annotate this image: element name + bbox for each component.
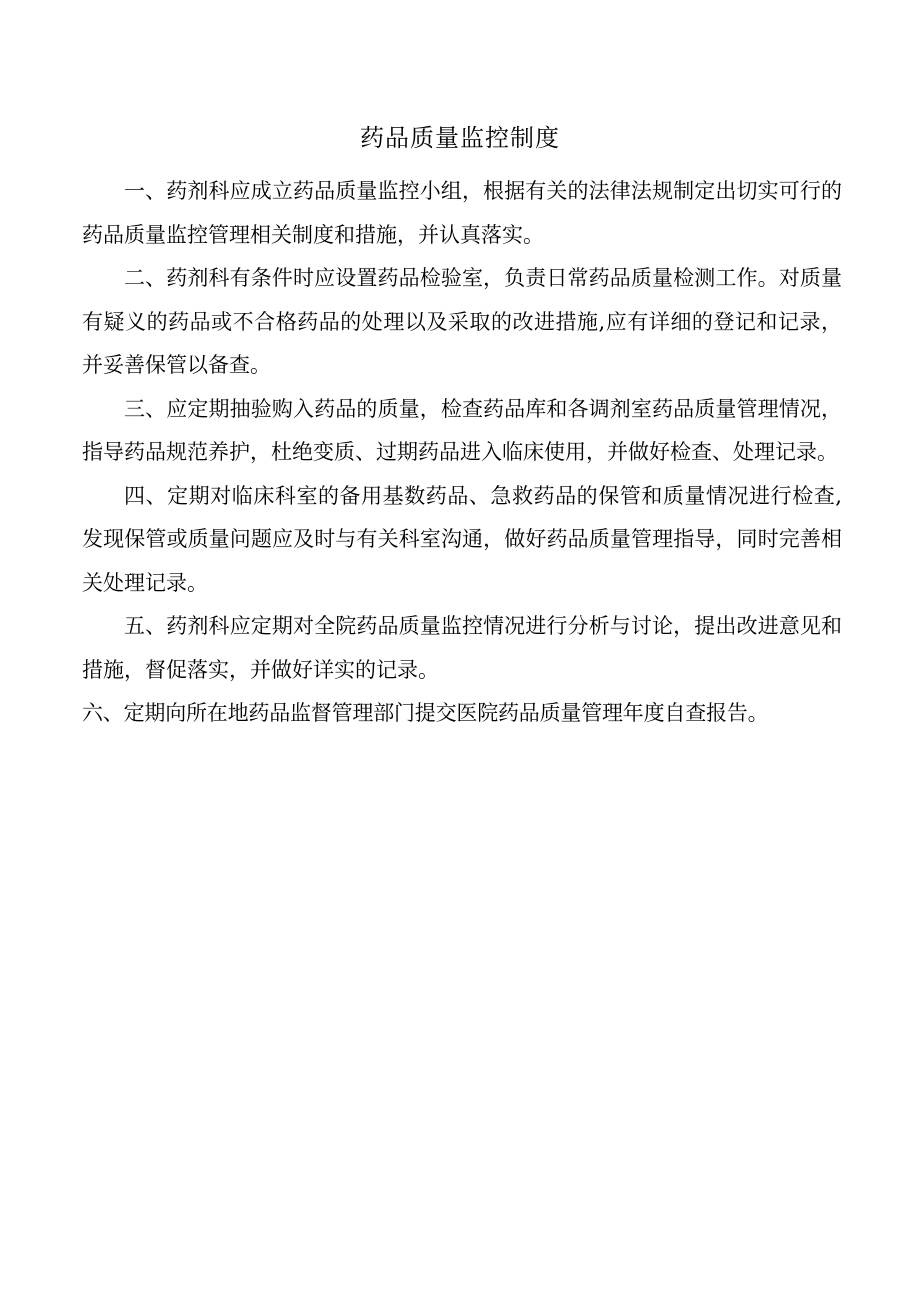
document-title: 药品质量监控制度 — [360, 124, 560, 152]
paragraph-4: 四、定期对临床科室的备用基数药品、急救药品的保管和质量情况进行检查,发现保管或质量问题应及时与有关科室沟通，做好药品质量管理指导，同时完善相关处理记录。 — [82, 483, 842, 595]
paragraph-1: 一、药剂科应成立药品质量监控小组，根据有关的法律法规制定出切实可行的药品质量监控管理相关制度和措施，并认真落实。 — [82, 179, 842, 247]
paragraph-5: 五、药剂科应定期对全院药品质量监控情况进行分析与讨论，提出改进意见和措施，督促落实，并做好详实的记录。 — [82, 614, 842, 682]
paragraph-6: 六、定期向所在地药品监督管理部门提交医院药品质量管理年度自查报告。 — [82, 701, 769, 725]
document-body — [82, 170, 842, 736]
paragraph-3: 三、应定期抽验购入药品的质量，检查药品库和各调剂室药品质量管理情况，指导药品规范养护，杜绝变质、过期药品进入临床使用，并做好检查、处理记录。 — [82, 396, 842, 464]
paragraph-2: 二、药剂科有条件时应设置药品检验室，负责日常药品质量检测工作。对质量有疑义的药品或不合格药品的处理以及采取的改进措施,应有详细的登记和记录，并妥善保管以备查。 — [82, 266, 842, 377]
